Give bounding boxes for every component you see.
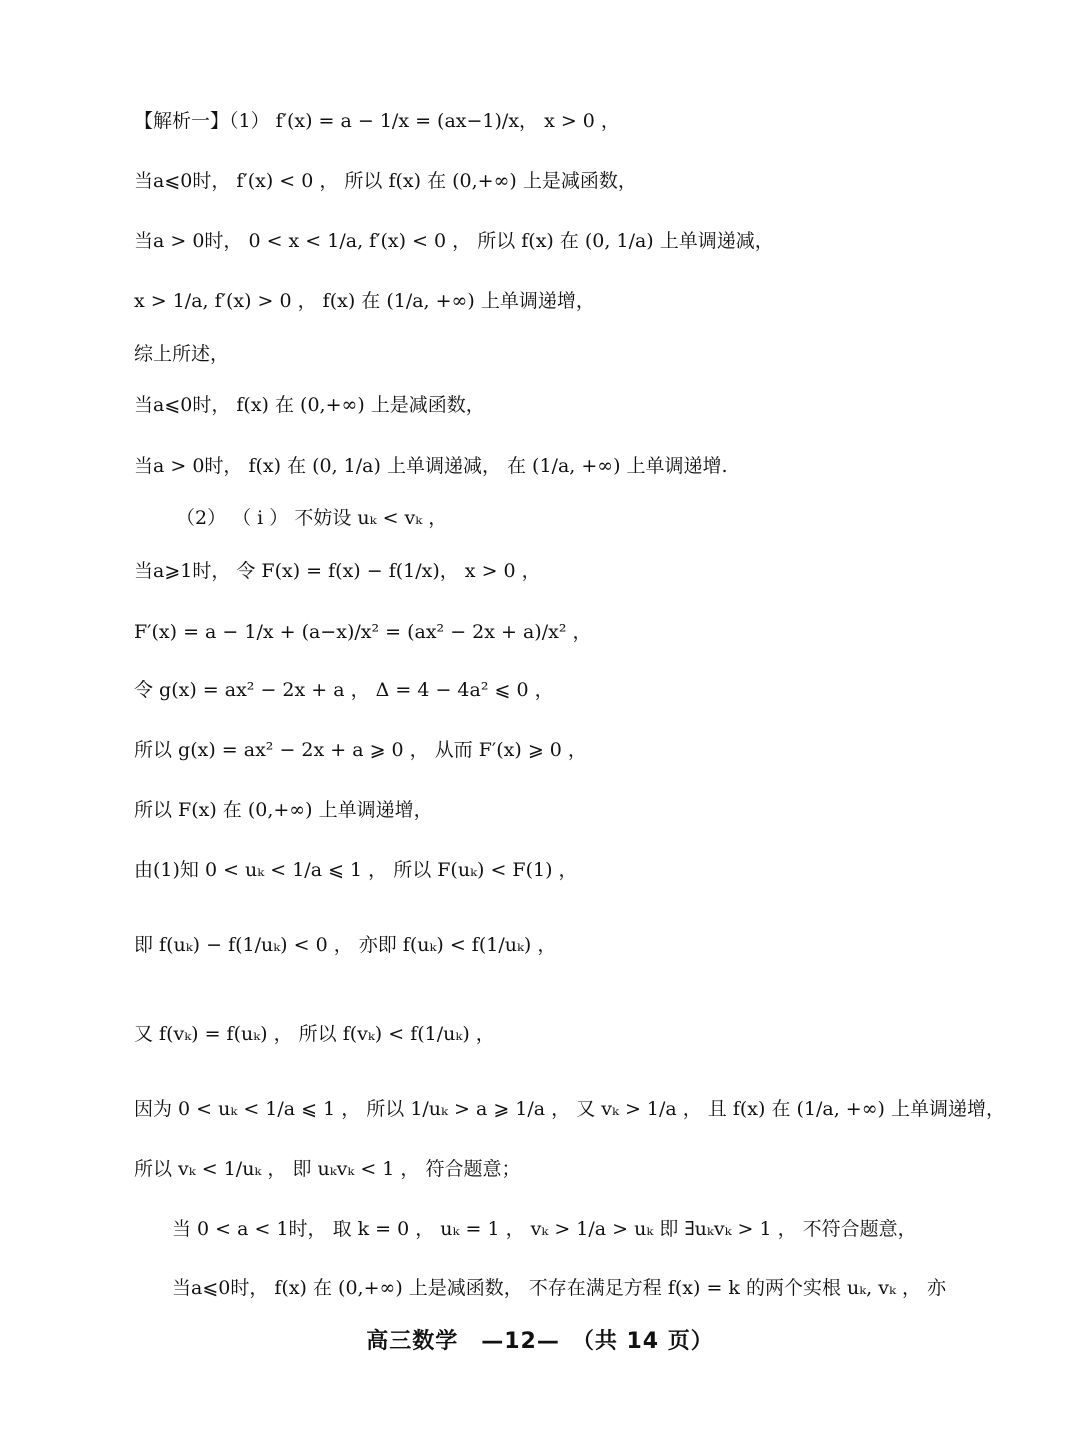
solution-line-20: 当a⩽0时， f(x) 在 (0,+∞) 上是减函数， 不存在满足方程 f(x) = k 的两个实根 uₖ, vₖ ， 亦 [172,1277,947,1299]
solution-line-9: 当a⩾1时， 令 F(x) = f(x) − f(1/x)， x > 0 ， [134,560,541,582]
solution-line-8: （2） （ i ） 不妨设 uₖ < vₖ ， [176,507,448,529]
solution-line-5: 综上所述， [134,343,230,365]
solution-line-1: 【解析一】（1） f′(x) = a − 1/x = (ax−1)/x， x > 0 ， [134,110,620,132]
solution-line-13: 所以 F(x) 在 (0,+∞) 上单调递增， [134,799,433,821]
solution-line-2: 当a⩽0时， f′(x) < 0 ， 所以 f(x) 在 (0,+∞) 上是减函数， [134,170,637,192]
solution-line-18: 所以 vₖ < 1/uₖ ， 即 uₖvₖ < 1 ， 符合题意； [134,1158,521,1180]
solution-line-16: 又 f(vₖ) = f(uₖ) ， 所以 f(vₖ) < f(1/uₖ) ， [134,1023,495,1045]
solution-line-12: 所以 g(x) = ax² − 2x + a ⩾ 0 ， 从而 F′(x) ⩾ 0 ， [134,739,587,761]
page-footer: 高三数学 —12— （共 14 页） [366,1329,714,1354]
solution-line-15: 即 f(uₖ) − f(1/uₖ) < 0 ， 亦即 f(uₖ) < f(1/uₖ) ， [134,934,557,956]
solution-line-17: 因为 0 < uₖ < 1/a ⩽ 1 ， 所以 1/uₖ > a ⩾ 1/a ， 又 vₖ > 1/a ， 且 f(x) 在 (1/a, +∞) 上单调递增， [134,1098,1005,1120]
solution-line-11: 令 g(x) = ax² − 2x + a ， Δ = 4 − 4a² ⩽ 0 ， [134,679,554,701]
solution-line-14: 由(1)知 0 < uₖ < 1/a ⩽ 1 ， 所以 F(uₖ) < F(1) ， [134,859,578,881]
solution-line-19: 当 0 < a < 1时， 取 k = 0 ， uₖ = 1 ， vₖ > 1/a > uₖ 即 ∃uₖvₖ > 1 ， 不符合题意， [172,1218,917,1240]
solution-line-3: 当a > 0时， 0 < x < 1/a, f′(x) < 0 ， 所以 f(x) 在 (0, 1/a) 上单调递减， [134,230,774,252]
solution-line-10: F′(x) = a − 1/x + (a−x)/x² = (ax² − 2x + a)/x² ， [134,621,592,643]
solution-line-4: x > 1/a, f′(x) > 0 ， f(x) 在 (1/a, +∞) 上单调递增， [134,290,595,312]
solution-line-6: 当a⩽0时， f(x) 在 (0,+∞) 上是减函数， [134,394,485,416]
solution-line-7: 当a > 0时， f(x) 在 (0, 1/a) 上单调递减， 在 (1/a, +∞) 上单调递增. [134,455,728,477]
